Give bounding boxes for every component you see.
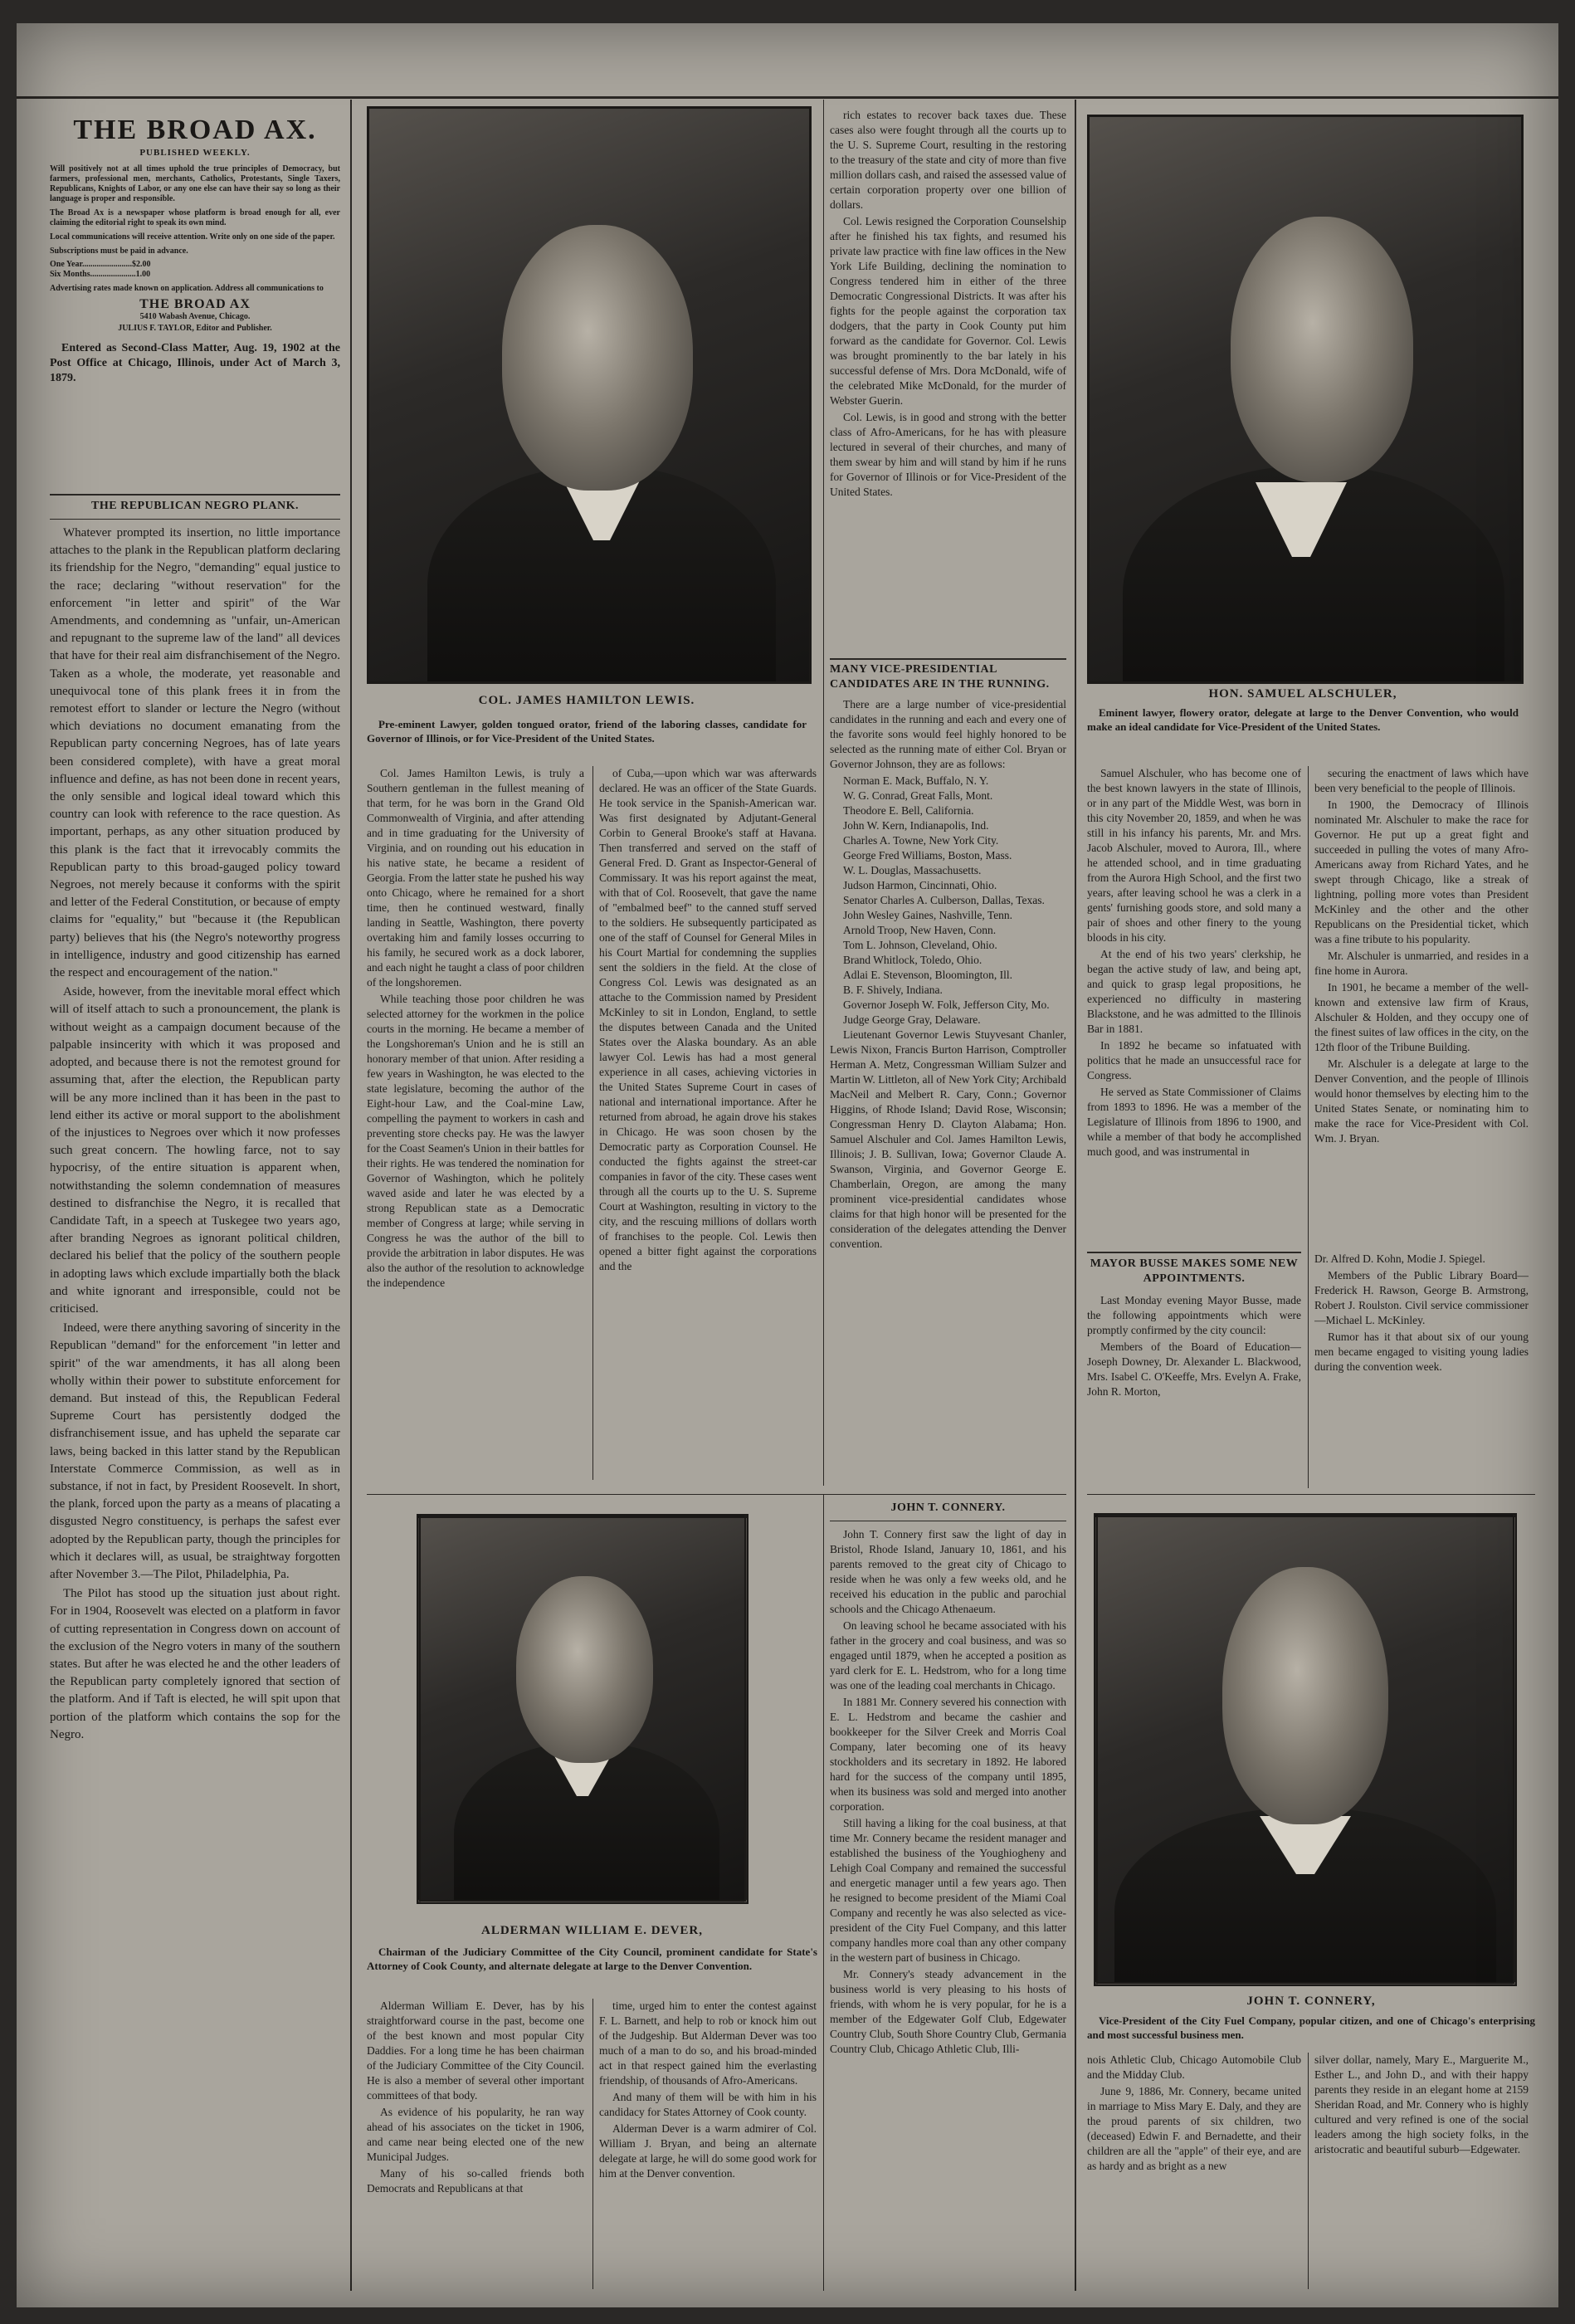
vp-candidate-item: Senator Charles A. Culberson, Dallas, Texas.	[843, 894, 1045, 906]
plank-heading: THE REPUBLICAN NEGRO PLANK.	[91, 500, 299, 512]
dever-top-rule	[367, 1494, 1066, 1495]
connery-paragraph: On leaving school he became associated with his father in the grocery and coal business, and was so engaged until 1879, when he accepted a position as yard clerk for E. L. Hedstrom, who for a long time was one of the leading coal merchants in Chicago.	[830, 1619, 1066, 1692]
dever-article-col-b	[599, 1999, 817, 2289]
vp-candidate-item: Judson Harmon, Cincinnati, Ohio.	[843, 879, 997, 891]
plank-paragraph: Whatever prompted its insertion, no little importance attaches to the plank in the Republican platform declaring its friendship for the Negro, "demanding" equal justice to the race; declaring "without reservation" for the enforcement "in letter and spirit" of the War Amendments, and condemning as "unfair, un-American and repugnant to the supreme law of the land" all devices that have for their real aim disfranchisement of the Negro. Taken as a whole, the moderate, yet reasonable and unequivocal tone of this plank frees it in from the remotest effort to slander or lecture the Negro (without which deviations no document emanating from the Republican party concerning Negroes, has of late years been considered complete), with have a great moral influence and define, as has not been done in recent years, the only sensible and logical ideal toward which this country can look with reference to the race question. As important, perhaps, as any other situation produced by this plank is the fact that it irrevocably commits the Republican party to this broad-gauged policy toward Negroes, not merely because it conforms with the spirit and letter of the Federal Constitution, or because of empty claims for "equality," but "because it (the Republican party) believes that his (the Negro's noteworthy progress in intelligence, industry and good citizenship has earned the respect and encouragement of the nation."	[50, 526, 340, 980]
vp-closing: Lieutenant Governor Lewis Stuyvesant Chanler, Lewis Nixon, Francis Burton Harrison, Comptroller Herman A. Metz, Congressman William Sulzer and Martin W. Littleton, all of New York City; Archibald MacNeil and Melbert R. Cary, Conn.; Governor Higgins, of Rhode Island; David Rose, Wisconsin; Congressman Henry D. Clayton Alabama; Hon. Samuel Alschuler and Col. James Hamilton Lewis, Illinois; J. B. Sullivan, Iowa; Governor Claude A. Swanson, Virginia, and Governor George E. Chamberlain, Oregon, are among the many prominent vice-presidential candidates whose claims for that high honor will be presented for the consideration of the delegates attending the Denver convention.	[830, 1028, 1066, 1250]
connery-caption-text: Vice-President of the City Fuel Company, popular citizen, and one of Chicago's enterprising and most successful business men.	[1087, 2014, 1535, 2041]
connery-paragraph: silver dollar, namely, Mary E., Marguerite M., Esther L., and John D., and with their happy parents they reside in an elegant home at 2159 Sheridan Road, and Mr. Connery who is highly cultured and very refined is one of the social leaders among the high society folks, in the aristocratic and beautiful suburb—Edgewater.	[1314, 2053, 1529, 2156]
alschuler-article-col-b	[1314, 766, 1529, 1247]
editor-line: JULIUS F. TAYLOR, Editor and Publisher.	[118, 324, 272, 333]
dever-paragraph: Many of his so-called friends both Democrats and Republicans at that	[367, 2167, 584, 2195]
advertising-note: Advertising rates made known on application. Address all communications to	[50, 284, 324, 293]
vp-candidate-item: Brand Whitlock, Toledo, Ohio.	[843, 954, 983, 966]
busse-paragraph: Members of the Public Library Board—Frederick H. Rawson, George B. Armstrong, Robert J. Roulston. Civil service commissioner—Michael L. McKinley.	[1314, 1269, 1529, 1326]
dever-paragraph: As evidence of his popularity, he ran way ahead of his associates on the ticket in 1906, and came near being elected one of the new Municipal Judges.	[367, 2106, 584, 2163]
connery-article-col-a	[830, 1527, 1066, 2291]
subscription-six-months: Six Months......................1.00	[50, 270, 151, 279]
alschuler-caption-text: Eminent lawyer, flowery orator, delegate at large to the Denver Convention, who would make an ideal candidate for Vice-President of the United States.	[1087, 706, 1519, 733]
masthead-notice-3: Local communications will receive attention. Write only on one side of the paper.	[50, 232, 335, 242]
busse-paragraph: Dr. Alfred D. Kohn, Modie J. Spiegel.	[1314, 1252, 1485, 1265]
plank-paragraph: Indeed, were there anything savoring of sincerity in the Republican "demand" for the enforcement "in letter and spirit" of the war amendments, it has all along been wholly within their power to substitute enforcement for demand. But instead of this, the Republican Federal Supreme Court has persistently dodged the disfranchisement issue, and has upheld the separate car laws, being backed in this latter stand by the Republican Interstate Commerce Commission, as well as in substance, if not in fact, by President Roosevelt. In short, the plank, forced upon the party as a means of placating a disgusted Negro constituency, is perhaps the safest ever adopted by the Republican party, though the principles for which it declares will, as usual, be straightway forgotten after November 3.—The Pilot, Philadelphia, Pa.	[50, 1321, 340, 1581]
alschuler-paragraph: At the end of his two years' clerkship, he began the active study of law, and being apt, and quick to grasp legal propositions, he experienced no difficulty in mastering Blackstone, and he was admitted to the Illinois Bar in 1881.	[1087, 948, 1301, 1035]
entered-notice: Entered as Second-Class Matter, Aug. 19, 1902 at the Post Office at Chicago, Illinois, under Act of March 3, 1879.	[50, 342, 340, 384]
alschuler-article-col-a	[1087, 766, 1301, 1247]
column-rule-connery	[1308, 2053, 1309, 2289]
vp-candidate-item: Theodore E. Bell, California.	[843, 804, 974, 817]
subscription-year: One Year........................$2.00	[50, 260, 151, 269]
column-rule-dever	[592, 1999, 593, 2289]
lewis-photo	[367, 106, 812, 684]
alschuler-paragraph: Samuel Alschuler, who has become one of the best known lawyers in the state of Illinois, or in any part of the Middle West, was born in this city November 20, 1859, and when he was still in his infancy his parents, Mr. and Mrs. Jacob Alschuler, moved to Aurora, Ill., where he attended school, and in time graduating from the Aurora High School, and the first two years, after leaving school he was a clerk in a gents' furnishing goods store, and sold many a pair of shoes and other finery to the young bloods in his city.	[1087, 767, 1301, 944]
lewis-article-col-a	[367, 766, 584, 1488]
vp-heading: MANY VICE-PRESIDENTIAL CANDIDATES ARE IN THE RUNNING.	[830, 663, 1050, 691]
vp-candidate-item: Tom L. Johnson, Cleveland, Ohio.	[843, 939, 997, 951]
busse-article-col-b	[1314, 1252, 1529, 1488]
lewis-paragraph: Col. Lewis, is in good and strong with the better class of Afro-Americans, for he has with pleasure lectured in several of their churches, and many of them swear by him and will stand by him if he runs for Governor of Illinois or for Vice-President of the United States.	[830, 411, 1066, 498]
alschuler-paragraph: He served as State Commissioner of Claims from 1893 to 1896. He was a member of the Legislature of Illinois from 1896 to 1900, and while a member of that body he accomplished much good, and was instrumental in	[1087, 1086, 1301, 1158]
alschuler-paragraph: In 1900, the Democracy of Illinois nominated Mr. Alschuler to make the race for Governor. He put up a great fight and succeeded in pulling the votes of many Afro-Americans away from Richard Yates, and he swept through Chicago, like a streak of lightning, polling more votes than President McKinley and the other and the other Republicans on the Presidential ticket, which was a fine tribute to his popularity.	[1314, 798, 1529, 945]
masthead-notice-1: Will positively not at all times uphold the true principles of Democracy, but farmers, professional men, merchants, Catholics, Protestants, Single Taxers, Republicans, Knights of Labor, or any one else can have their say so long as their language is proper and responsible.	[50, 164, 340, 203]
dever-paragraph: Alderman William E. Dever, has by his straightforward course in the past, become one of the best known and most popular City Daddies. For a long time he has been chairman of the Judiciary Committee of the City Council. He is also a member of several other important committees of that body.	[367, 1999, 584, 2102]
lewis-paragraph: Col. James Hamilton Lewis, is truly a Southern gentleman in the fullest meaning of that term, for he was born in the Grand Old Commonwealth of Virginia, and after attending and in time graduating for the University of Virginia, and on rounding out his education in his native state, he became a resident of Georgia. From the latter state he pushed his way onto Chicago, where he remained for a short time, then he continued westward, finally landing in Seattle, Washington, there poverty overtaking him and family losses occurring to his family, he secured work as a dock laborer, and each night he taught a class of poor children of the longshoremen.	[367, 767, 584, 989]
dever-caption-text: Chairman of the Judiciary Committee of the City Council, prominent candidate for State's Attorney of Cook County, and alternate delegate at large to the Denver Convention.	[367, 1946, 817, 1972]
dever-caption-title: ALDERMAN WILLIAM E. DEVER,	[481, 1924, 703, 1937]
lewis-paragraph: rich estates to recover back taxes due. These cases also were fought through all the courts up to the U. S. Supreme Court, resulting in the restoring to the treasury of the state and city of more than five million dollars cash, and raised the assessed value of certain corporation property over one billion of dollars.	[830, 109, 1066, 211]
masthead	[50, 115, 340, 386]
photo-head	[502, 225, 693, 491]
dever-article-col-a	[367, 1999, 584, 2289]
lewis-paragraph: Col. Lewis resigned the Corporation Counselship after he finished his tax fights, and resumed his private law practice with fine law offices in the New York Life Building, declining the nomination to Congress tendered him in either of the three Democratic Congressional Districts. It was after his fights for the people against the corporation tax dodgers, that the party in Cook County put him forward as the candidate for Governor. Col. Lewis was brought prominently to the bar lately in his successful defense of Mrs. Dora McDonald, wife of the celebrated Mike McDonald, for the murder of Webster Guerin.	[830, 215, 1066, 407]
vp-candidate-item: W. L. Douglas, Massachusetts.	[843, 864, 982, 876]
masthead-title: THE BROAD AX.	[73, 115, 317, 145]
vp-candidate-item: George Fred Williams, Boston, Mass.	[843, 849, 1012, 862]
lewis-paragraph: of Cuba,—upon which war was afterwards declared. He was an officer of the State Guards. He took service in the Spanish-American war. Was first designated by Adjutant-General Corbin to General Brooke's staff at Havana. Then transferred and served on the staff of General Fred. D. Grant as Inspector-General of Commissary. It was his report against the meat, with that of Col. Roosevelt, that gave the name of "embalmed beef" to the canned stuff served to the soldiers. He subsequently participated as one of the staff of Counsel for General Miles in his Court Martial for condemning the supplies sent the soldiers in the field. At the close of Congress Col. Lewis was designated as an attache to the Commission named by President McKinley to sit in London, England, to settle the disputes between Canada and the United States over the Alaska boundary. As an able lawyer Col. Lewis has had a most general experience in all cases, achieving victories in the United States Supreme Court in cases of national and international importance. After he returned from abroad, he again drove his stakes in Chicago. He was soon chosen by the Democratic party as Corporation Counsel. He conducted the fights against the street-car companies in favor of the city. These cases went through all the courts up to the U. S. Supreme Court at Washington, resulting in victory to the city, and the rescuing millions of dollars worth of franchises to the people. Col. Lewis then opened a bitter fight against the corporations and the	[599, 767, 817, 1272]
column-rule-2	[823, 100, 824, 1486]
plank-heading-rule	[50, 519, 340, 520]
connery-paragraph: nois Athletic Club, Chicago Automobile Club and the Midday Club.	[1087, 2053, 1301, 2081]
vp-candidate-item: Adlai E. Stevenson, Bloomington, Ill.	[843, 969, 1012, 981]
photo-head	[516, 1576, 653, 1763]
alschuler-paragraph: In 1892 he became so infatuated with politics that he made an unsuccessful race for Congress.	[1087, 1039, 1301, 1081]
vp-intro: There are a large number of vice-presidential candidates in the running and each and every one of the favorite sons would feel highly honored to be selected as the running mate of either Col. Bryan or Governor Johnson, they are as follows:	[830, 698, 1066, 770]
connery-caption-title: JOHN T. CONNERY,	[1246, 1994, 1376, 2008]
busse-top-rule	[1087, 1252, 1301, 1253]
lewis-caption-title: COL. JAMES HAMILTON LEWIS.	[478, 694, 695, 707]
photo-head	[1231, 217, 1413, 482]
alschuler-photo	[1087, 115, 1524, 684]
busse-heading: MAYOR BUSSE MAKES SOME NEW APPOINTMENTS.	[1090, 1257, 1299, 1285]
connery-paragraph: June 9, 1886, Mr. Connery, became united in marriage to Miss Mary E. Daly, and they are the proud parents of six children, two (deceased) Edwin F. and Bernadette, and their children are all the "apple" of their eye, and are as hardy and as bright as a new	[1087, 2085, 1301, 2172]
connery-article-col-c	[1314, 2053, 1529, 2293]
lewis-article-col-c	[830, 108, 1066, 652]
dever-paragraph: Alderman Dever is a warm admirer of Col. William J. Bryan, and being an alternate delegate at large, he will do some good work for him at the Denver convention.	[599, 2122, 817, 2180]
address-name: THE BROAD AX	[139, 297, 251, 311]
busse-paragraph: Members of the Board of Education—Joseph Downey, Dr. Alexander L. Blackwood, Mrs. Isabel C. O'Keeffe, Mrs. Evelyn A. Frake, John R. Morton,	[1087, 1340, 1301, 1398]
masthead-subtitle: PUBLISHED WEEKLY.	[139, 148, 251, 158]
dever-paragraph: time, urged him to enter the contest against F. L. Barnett, and help to rob or knock him out of the Judgeship. But Alderman Dever was too much of a man to do so, and his broad-minded act in that respect gained him the everlasting friendship, of thousands of Afro-Americans.	[599, 1999, 817, 2087]
connery-paragraph: Mr. Connery's steady advancement in the business world is very pleasing to his hosts of friends, with whom he is very popular, for he is a member of the Edgewater Golf Club, Edgewater Country Club, South Shore Country Club, Germania Country Club, Chicago Athletic Club, Illi-	[830, 1968, 1066, 2055]
vp-candidate-item: Governor Joseph W. Folk, Jefferson City, Mo.	[843, 998, 1050, 1011]
alschuler-caption-title: HON. SAMUEL ALSCHULER,	[1208, 687, 1397, 701]
column-rule-1	[350, 100, 352, 2291]
masthead-notice-4: Subscriptions must be paid in advance.	[50, 247, 188, 256]
busse-paragraph: Last Monday evening Mayor Busse, made the following appointments which were promptly confirmed by the city council:	[1087, 1294, 1301, 1336]
connery-paragraph: John T. Connery first saw the light of day in Bristol, Rhode Island, January 10, 1861, and his parents removed to the great city of Chicago to reside when he was only a few weeks old, and he received his education in the public and parochial schools and the Chicago Athenaeum.	[830, 1528, 1066, 1615]
vp-article	[830, 697, 1066, 1486]
vp-candidate-item: Norman E. Mack, Buffalo, N. Y.	[843, 774, 989, 787]
busse-paragraph: Rumor has it that about six of our young men became engaged to visiting young ladies during the convention week.	[1314, 1330, 1529, 1373]
address-street: 5410 Wabash Avenue, Chicago.	[139, 312, 251, 321]
column-rule-lewis	[592, 766, 593, 1480]
lewis-caption-text: Pre-eminent Lawyer, golden tongued orator, friend of the laboring classes, candidate for Governor of Illinois, or for Vice-President of the United States.	[367, 718, 807, 745]
alschuler-paragraph: Mr. Alschuler is a delegate at large to the Denver Convention, and the people of Illinois would honor themselves by electing him to the United States Senate, or nominating him to make the race for Vice-President with Col. Wm. J. Bryan.	[1314, 1057, 1529, 1145]
vp-candidate-item: John Wesley Gaines, Nashville, Tenn.	[843, 909, 1013, 921]
connery-paragraph: Still having a liking for the coal business, at that time Mr. Connery became the resident manager and established the business of the Youghiogheny and Lehigh Coal Company and remained the successful and energetic manager until a few years ago. Then he resigned to become president of the Miami Coal Company and recently he was also selected as vice-president of the City Fuel Company, and this latter company handles more coal than any other company in the western part of business in Chicago.	[830, 1817, 1066, 1964]
plank-article	[50, 525, 340, 2292]
plank-top-rule	[50, 494, 340, 496]
connery-paragraph: In 1881 Mr. Connery severed his connection with E. L. Hedstrom and became the cashier and bookkeeper for the Silver Creek and Morris Coal Company, later becoming one of its heavy stockholders and its secretary in 1892. He labored hard for the success of the company until 1895, when its business was sold and merged into another corporation.	[830, 1696, 1066, 1813]
plank-paragraph: Aside, however, from the inevitable moral effect which will of itself attach to such a pronouncement, the plank is without weight as a campaign document because of the palpable insincerity with which it was proposed and adopted, and because there is not the remotest ground for assuming that, after the election, the Republican party will be any more inclined than it has been in the past to lend either its active or moral support to the abolishment of the injustices to Negroes over which it now professes such great concern. The howling farce, not to say hypocrisy, of the entire situation is apparent when, notwithstanding the solemn condemnation of measures destined to disfranchise the Negro, it is recalled that Candidate Taft, in a speech at Tuskegee two years ago, after branding Negroes as ignorant political children, declared his belief that the policy of the southern people in adopting laws which exclude impartially both the black and white ignorant and irresponsible, could not be criticised.	[50, 985, 340, 1316]
alschuler-paragraph: Mr. Alschuler is unmarried, and resides in a fine home in Aurora.	[1314, 950, 1529, 977]
vp-candidate-item: W. G. Conrad, Great Falls, Mont.	[843, 789, 993, 802]
vp-top-rule	[830, 658, 1066, 660]
plank-paragraph: The Pilot has stood up the situation just about right. For in 1904, Roosevelt was elected on a platform in favor of cutting representation in Congress down on account of the exclusion of the Negro voters in many of the southern states. But after he was elected he and the other leaders of the Republican party completely ignored that section of the platform. And if Taft is elected, he will spit upon that portion of the platform which contains the sop for the Negro.	[50, 1587, 340, 1741]
vp-names-list	[830, 774, 1066, 1028]
alschuler-paragraph: In 1901, he became a member of the well-known and extensive law firm of Kraus, Alschuler & Holden, and they occupy one of the finest suites of law offices in the city, on the 12th floor of the Tribune Building.	[1314, 981, 1529, 1053]
column-rule-alschuler	[1308, 766, 1309, 1488]
column-rule-center	[1075, 100, 1076, 2291]
dever-photo	[417, 1514, 748, 1904]
dever-paragraph: And many of them will be with him in his candidacy for States Attorney of Cook county.	[599, 2091, 817, 2118]
masthead-notice-2: The Broad Ax is a newspaper whose platform is broad enough for all, ever claiming the editorial right to speak its own mind.	[50, 208, 340, 227]
lewis-article-col-b	[599, 766, 817, 1488]
connery-article-col-b	[1087, 2053, 1301, 2293]
photo-head	[1222, 1567, 1388, 1824]
vp-candidate-item: B. F. Shively, Indiana.	[843, 984, 943, 996]
column-rule-3	[823, 1494, 824, 2291]
connery-heading: JOHN T. CONNERY.	[890, 1501, 1006, 1514]
connery-photo	[1094, 1513, 1517, 1986]
vp-candidate-item: Arnold Troop, New Haven, Conn.	[843, 924, 997, 936]
vp-candidate-item: Charles A. Towne, New York City.	[843, 834, 999, 847]
vp-candidate-item: John W. Kern, Indianapolis, Ind.	[843, 819, 989, 832]
busse-article-col-a	[1087, 1293, 1301, 1488]
top-rule	[17, 96, 1558, 99]
connery-top-rule	[1087, 1494, 1535, 1495]
alschuler-paragraph: securing the enactment of laws which have been very beneficial to the people of Illinois.	[1314, 767, 1529, 794]
vp-candidate-item: Judge George Gray, Delaware.	[843, 1013, 981, 1026]
newspaper-page	[17, 23, 1558, 2307]
lewis-paragraph: While teaching those poor children he was selected attorney for the workmen in the police courts in the morning. He became a member of the Longshoreman's Union and he is still an honorary member of that union. After residing a few years in Washington, he was elected to the state legislature, becoming the author of the Eight-hour Law, and the Coal-mine Law, compelling the payment to workers in cash and preventing store checks pay. He was the lawyer for the Coast Seamen's Union in their battles for their rights. He was tendered the nomination for Governor of Washington, which he politely waved aside and later he was elected by a strong Republican state as a Democratic member of Congress at large; while serving in Congress he was the author of the bill to provide the arbitration in labor disputes. He was also the author of the resolution to acknowledge the independence	[367, 993, 584, 1289]
